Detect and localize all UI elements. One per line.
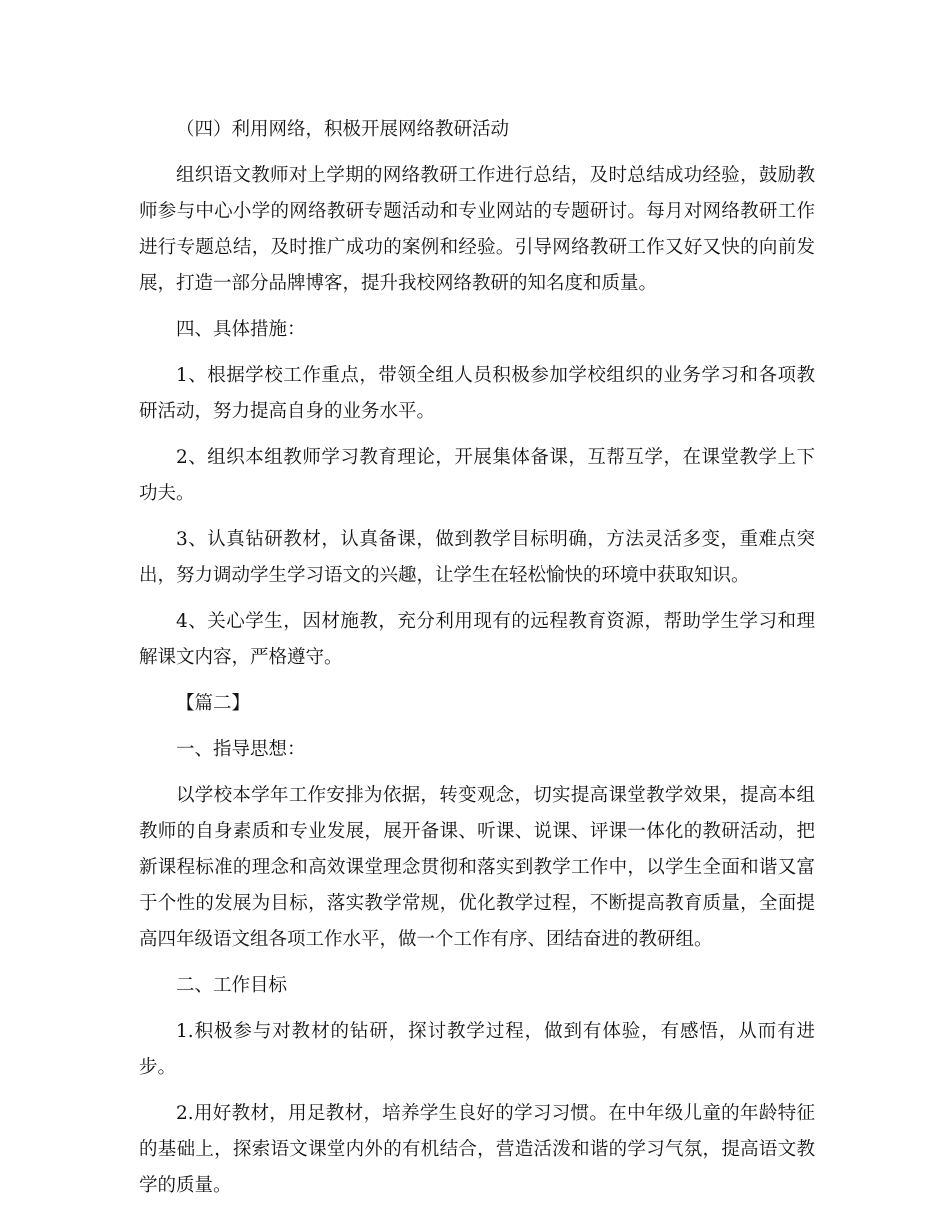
section-heading: （四）利用网络，积极开展网络教研活动 bbox=[176, 119, 510, 140]
list-item: 1、根据学校工作重点，带领全组人员积极参加学校组织的业务学习和各项教研活动，努力提高自身的业务水平。 bbox=[139, 365, 815, 422]
section-heading: 四、具体措施： bbox=[176, 319, 306, 340]
section-heading: 二、工作目标 bbox=[176, 975, 288, 996]
list-item: 2.用好教材，用足教材，培养学生良好的学习习惯。在中年级儿童的年龄特征的基础上，探索语文课堂内外的有机结合，营造活泼和谐的学习气氛，提高语文教学的质量。 bbox=[139, 1103, 815, 1196]
list-item: 1.积极参与对教材的钻研，探讨教学过程，做到有体验，有感悟，从而有进步。 bbox=[139, 1021, 815, 1078]
document-body bbox=[139, 112, 815, 1214]
list-item: 2、组织本组教师学习教育理论，开展集体备课，互帮互学，在课堂教学上下功夫。 bbox=[139, 447, 815, 504]
section-heading: 一、指导思想： bbox=[176, 739, 306, 760]
body-paragraph: 组织语文教师对上学期的网络教研工作进行总结，及时总结成功经验，鼓励教师参与中心小学的网络教研专题活动和专业网站的专题研讨。每月对网络教研工作进行专题总结，及时推广成功的案例和经验。引导网络教研工作又好又快的向前发展，打造一部分品牌博客，提升我校网络教研的知名度和质量。 bbox=[139, 165, 815, 294]
list-item: 4、关心学生，因材施教，充分利用现有的远程教育资源，帮助学生学习和理解课文内容，严格遵守。 bbox=[139, 611, 815, 668]
body-paragraph: 以学校本学年工作安排为依据，转变观念，切实提高课堂教学效果，提高本组教师的自身素质和专业发展，展开备课、听课、说课、评课一体化的教研活动，把新课程标准的理念和高效课堂理念贯彻和落实到教学工作中，以学生全面和谐又富于个性的发展为目标，落实教学常规，优化教学过程，不断提高教育质量，全面提高四年级语文组各项工作水平，做一个工作有序、团结奋进的教研组。 bbox=[139, 785, 815, 950]
part-heading: 【篇二】 bbox=[176, 693, 251, 714]
list-item: 3、认真钻研教材，认真备课，做到教学目标明确，方法灵活多变，重难点突出，努力调动学生学习语文的兴趣，让学生在轻松愉快的环境中获取知识。 bbox=[139, 529, 815, 586]
